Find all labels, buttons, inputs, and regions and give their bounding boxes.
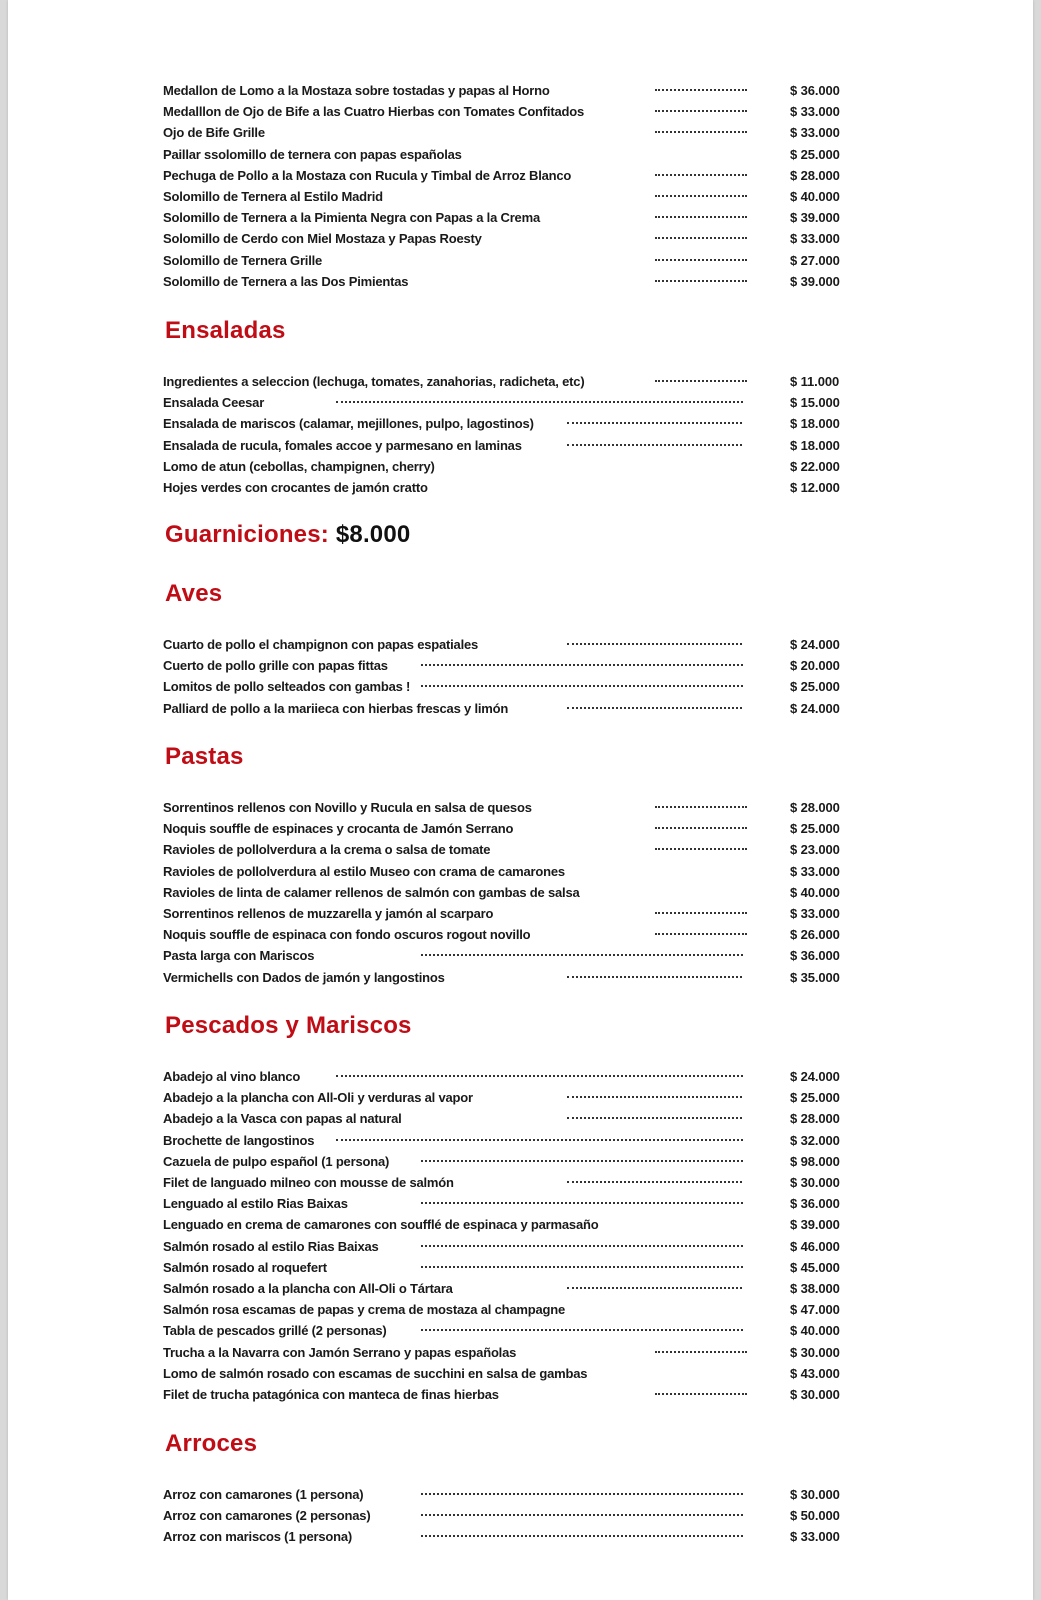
menu-item bbox=[163, 228, 863, 249]
heading-ensaladas: Ensaladas bbox=[165, 317, 286, 344]
heading-aves: Aves bbox=[165, 580, 223, 607]
menu-item-name: Pechuga de Pollo a la Mostaza con Rucula y Timbal de Arroz Blanco bbox=[163, 167, 572, 183]
dot-leader bbox=[655, 195, 747, 197]
menu-item-price: $ 36.000 bbox=[790, 1196, 840, 1212]
menu-item bbox=[163, 1384, 863, 1405]
menu-item bbox=[163, 1484, 863, 1505]
menu-item-name: Ravioles de pollolverdura al estilo Museo con crama de camarones bbox=[163, 863, 565, 879]
dot-leader bbox=[655, 280, 747, 282]
menu-item-price: $ 20.000 bbox=[790, 658, 840, 674]
dot-leader bbox=[567, 976, 742, 978]
menu-item-name: Noquis souffle de espinaca con fondo oscuros rogout novillo bbox=[163, 927, 531, 943]
dot-leader bbox=[655, 848, 747, 850]
menu-item-price: $ 30.000 bbox=[790, 1175, 840, 1190]
menu-item-price: $ 33.000 bbox=[790, 906, 840, 921]
menu-item-name: Lenguado al estilo Rias Baixas bbox=[163, 1196, 348, 1212]
menu-item-price: $ 39.000 bbox=[790, 210, 840, 226]
menu-item-name: Solomillo de Ternera a la Pimienta Negra con Papas a la Crema bbox=[163, 210, 540, 226]
menu-item-name: Solomillo de Ternera al Estilo Madrid bbox=[163, 189, 383, 204]
menu-item bbox=[163, 1130, 863, 1151]
menu-item-name: Cazuela de pulpo español (1 persona) bbox=[163, 1153, 390, 1169]
menu-item-name: Ensalada de rucula, fomales accoe y parmesano en laminas bbox=[163, 437, 522, 453]
menu-item bbox=[163, 1066, 863, 1087]
menu-item bbox=[163, 1172, 863, 1193]
menu-item bbox=[163, 456, 863, 477]
menu-item-name: Tabla de pescados grillé (2 personas) bbox=[163, 1323, 387, 1339]
menu-item-price: $ 43.000 bbox=[790, 1365, 840, 1381]
dot-leader bbox=[567, 1181, 742, 1183]
menu-item-name: Medallon de Lomo a la Mostaza sobre tostadas y papas al Horno bbox=[163, 83, 550, 98]
dot-leader bbox=[567, 444, 742, 446]
menu-item-price: $ 45.000 bbox=[790, 1259, 840, 1275]
menu-item-price: $ 30.000 bbox=[790, 1344, 840, 1360]
dot-leader bbox=[421, 1266, 743, 1268]
menu-item-name: Sorrentinos rellenos con Novillo y Rucula en salsa de quesos bbox=[163, 800, 532, 815]
dot-leader bbox=[421, 1535, 743, 1537]
menu-item bbox=[163, 165, 863, 186]
menu-item-name: Filet de languado milneo con mousse de salmón bbox=[163, 1175, 454, 1190]
menu-item bbox=[163, 101, 863, 122]
menu-item-price: $ 25.000 bbox=[790, 1090, 840, 1106]
menu-item-name: Cuerto de pollo grille con papas fittas bbox=[163, 658, 388, 674]
menu-item-price: $ 33.000 bbox=[790, 863, 840, 879]
menu-item bbox=[163, 250, 863, 271]
menu-item bbox=[163, 1526, 863, 1547]
menu-item-name: Solomillo de Ternera a las Dos Pimientas bbox=[163, 273, 409, 289]
menu-item-name: Salmón rosado al roquefert bbox=[163, 1259, 327, 1275]
dot-leader bbox=[336, 1139, 743, 1141]
menu-item bbox=[163, 1299, 863, 1320]
menu-item-name: Vermichells con Dados de jamón y langostinos bbox=[163, 969, 445, 985]
menu-item-price: $ 33.000 bbox=[790, 104, 840, 120]
dot-leader bbox=[421, 1493, 743, 1495]
menu-item bbox=[163, 1257, 863, 1278]
menu-item-price: $ 33.000 bbox=[790, 1529, 840, 1545]
menu-item-name: Lomo de salmón rosado con escamas de succhini en salsa de gambas bbox=[163, 1365, 588, 1381]
menu-item-price: $ 18.000 bbox=[790, 416, 840, 432]
dot-leader bbox=[421, 954, 743, 956]
menu-item-price: $ 40.000 bbox=[790, 884, 840, 900]
menu-item-name: Medalllon de Ojo de Bife a las Cuatro Hierbas con Tomates Confitados bbox=[163, 104, 585, 120]
menu-item-price: $ 36.000 bbox=[790, 83, 840, 98]
menu-item bbox=[163, 435, 863, 456]
menu-item-price: $ 38.000 bbox=[790, 1281, 840, 1296]
dot-leader bbox=[567, 1117, 742, 1119]
menu-item-price: $ 28.000 bbox=[790, 800, 840, 815]
dot-leader bbox=[655, 806, 747, 808]
dot-leader bbox=[655, 89, 747, 91]
menu-item bbox=[163, 1363, 863, 1384]
menu-item bbox=[163, 676, 863, 697]
menu-item bbox=[163, 1342, 863, 1363]
dot-leader bbox=[336, 1075, 743, 1077]
dot-leader bbox=[655, 1351, 747, 1353]
menu-item-name: Filet de trucha patagónica con manteca de finas hierbas bbox=[163, 1387, 499, 1402]
menu-item-name: Ingredientes a seleccion (lechuga, tomates, zanahorias, radicheta, etc) bbox=[163, 374, 585, 389]
menu-item bbox=[163, 1236, 863, 1257]
menu-item bbox=[163, 413, 863, 434]
dot-leader bbox=[655, 380, 747, 382]
dot-leader bbox=[421, 1245, 743, 1247]
dot-leader bbox=[655, 933, 747, 935]
menu-item-price: $ 46.000 bbox=[790, 1238, 840, 1254]
menu-item bbox=[163, 80, 863, 101]
menu-item-price: $ 33.000 bbox=[790, 125, 840, 141]
menu-item bbox=[163, 634, 863, 655]
menu-item bbox=[163, 967, 863, 988]
menu-item-price: $ 25.000 bbox=[790, 146, 840, 162]
menu-item-name: Sorrentinos rellenos de muzzarella y jamón al scarparo bbox=[163, 906, 494, 921]
dot-leader bbox=[655, 237, 747, 239]
menu-item-name: Trucha a la Navarra con Jamón Serrano y papas españolas bbox=[163, 1344, 517, 1360]
menu-item-price: $ 39.000 bbox=[790, 273, 840, 289]
menu-item-price: $ 39.000 bbox=[790, 1217, 840, 1233]
menu-item-price: $ 32.000 bbox=[790, 1132, 840, 1148]
dot-leader bbox=[655, 216, 747, 218]
dot-leader bbox=[421, 1202, 743, 1204]
dot-leader bbox=[336, 401, 743, 403]
dot-leader bbox=[655, 827, 747, 829]
menu-item-price: $ 35.000 bbox=[790, 969, 840, 985]
menu-item-name: Arroz con mariscos (1 persona) bbox=[163, 1529, 353, 1545]
menu-item-name: Cuarto de pollo el champignon con papas espatiales bbox=[163, 637, 479, 652]
menu-item bbox=[163, 903, 863, 924]
menu-item bbox=[163, 1193, 863, 1214]
dot-leader bbox=[655, 131, 747, 133]
menu-item bbox=[163, 945, 863, 966]
menu-item-price: $ 30.000 bbox=[790, 1487, 840, 1502]
menu-item-name: Palliard de pollo a la mariieca con hierbas frescas y limón bbox=[163, 700, 509, 716]
menu-item bbox=[163, 207, 863, 228]
dot-leader bbox=[421, 1329, 743, 1331]
menu-item bbox=[163, 655, 863, 676]
heading-pescados: Pescados y Mariscos bbox=[165, 1012, 412, 1039]
dot-leader bbox=[421, 664, 743, 666]
menu-item-name: Abadejo al vino blanco bbox=[163, 1069, 301, 1084]
menu-item-name: Abadejo a la plancha con All-Oli y verduras al vapor bbox=[163, 1090, 473, 1106]
dot-leader bbox=[655, 174, 747, 176]
menu-item-name: Ravioles de linta de calamer rellenos de salmón con gambas de salsa bbox=[163, 884, 580, 900]
menu-item bbox=[163, 1087, 863, 1108]
menu-item-price: $ 36.000 bbox=[790, 948, 840, 964]
menu-item-price: $ 40.000 bbox=[790, 189, 840, 204]
menu-item-name: Lenguado en crema de camarones con soufflé de espinaca y parmasaño bbox=[163, 1217, 599, 1233]
guarniciones-price: $8.000 bbox=[335, 521, 411, 548]
menu-item-name: Brochette de langostinos bbox=[163, 1132, 315, 1148]
menu-item bbox=[163, 924, 863, 945]
menu-item bbox=[163, 1108, 863, 1129]
menu-item-name: Noquis souffle de espinaces y crocanta de Jamón Serrano bbox=[163, 821, 514, 837]
menu-item bbox=[163, 1278, 863, 1299]
menu-item bbox=[163, 186, 863, 207]
dot-leader bbox=[567, 643, 742, 645]
menu-item bbox=[163, 144, 863, 165]
menu-item bbox=[163, 1151, 863, 1172]
menu-item bbox=[163, 839, 863, 860]
menu-item-price: $ 40.000 bbox=[790, 1323, 840, 1339]
menu-item bbox=[163, 371, 863, 392]
menu-item-name: Salmón rosa escamas de papas y crema de mostaza al champagne bbox=[163, 1302, 566, 1318]
menu-item-price: $ 23.000 bbox=[790, 842, 840, 858]
menu-item bbox=[163, 698, 863, 719]
menu-item-price: $ 12.000 bbox=[790, 480, 840, 495]
dot-leader bbox=[655, 259, 747, 261]
menu-item-price: $ 98.000 bbox=[790, 1153, 840, 1169]
menu-item-name: Ensalada Ceesar bbox=[163, 395, 265, 411]
menu-item-name: Pasta larga con Mariscos bbox=[163, 948, 315, 964]
menu-item-price: $ 28.000 bbox=[790, 1111, 840, 1127]
menu-item bbox=[163, 1214, 863, 1235]
guarniciones-title: Guarniciones: bbox=[165, 521, 329, 548]
dot-leader bbox=[421, 685, 743, 687]
menu-item-name: Abadejo a la Vasca con papas al natural bbox=[163, 1111, 402, 1127]
menu-item-name: Arroz con camarones (1 persona) bbox=[163, 1487, 364, 1502]
menu-item-name: Ensalada de mariscos (calamar, mejillones, pulpo, lagostinos) bbox=[163, 416, 534, 432]
menu-item-price: $ 50.000 bbox=[790, 1508, 840, 1524]
menu-item-name: Hojes verdes con crocantes de jamón cratto bbox=[163, 480, 428, 495]
dot-leader bbox=[421, 1160, 743, 1162]
menu-item-name: Ravioles de pollolverdura a la crema o salsa de tomate bbox=[163, 842, 491, 858]
dot-leader bbox=[655, 912, 747, 914]
heading-pastas: Pastas bbox=[165, 743, 244, 770]
menu-item-name: Lomo de atun (cebollas, champignen, cherry) bbox=[163, 458, 435, 474]
menu-item-price: $ 33.000 bbox=[790, 231, 840, 247]
menu-item-price: $ 26.000 bbox=[790, 927, 840, 943]
menu-item bbox=[163, 1320, 863, 1341]
menu-item-price: $ 15.000 bbox=[790, 395, 840, 411]
menu-item bbox=[163, 861, 863, 882]
dot-leader bbox=[421, 1514, 743, 1516]
menu-item-name: Paillar ssolomillo de ternera con papas españolas bbox=[163, 146, 462, 162]
menu-item-price: $ 24.000 bbox=[790, 1069, 840, 1084]
menu-item-price: $ 27.000 bbox=[790, 252, 840, 268]
menu-item bbox=[163, 818, 863, 839]
menu-item-price: $ 24.000 bbox=[790, 700, 840, 716]
menu-item-name: Lomitos de pollo selteados con gambas ! bbox=[163, 679, 411, 695]
dot-leader bbox=[655, 110, 747, 112]
menu-item bbox=[163, 882, 863, 903]
menu-item-price: $ 25.000 bbox=[790, 679, 840, 695]
menu-item bbox=[163, 477, 863, 498]
menu-item-price: $ 30.000 bbox=[790, 1387, 840, 1402]
menu-item-price: $ 24.000 bbox=[790, 637, 840, 652]
menu-item-name: Solomillo de Ternera Grille bbox=[163, 252, 323, 268]
dot-leader bbox=[567, 1287, 742, 1289]
menu-item-price: $ 11.000 bbox=[790, 374, 840, 389]
menu-item-price: $ 22.000 bbox=[790, 458, 840, 474]
menu-item-name: Salmón rosado a la plancha con All-Oli o Tártara bbox=[163, 1281, 453, 1296]
menu-item bbox=[163, 271, 863, 292]
heading-arroces: Arroces bbox=[165, 1430, 258, 1457]
menu-item-name: Arroz con camarones (2 personas) bbox=[163, 1508, 371, 1524]
menu-item-price: $ 28.000 bbox=[790, 167, 840, 183]
menu-item bbox=[163, 1505, 863, 1526]
menu-item-price: $ 18.000 bbox=[790, 437, 840, 453]
menu-item-name: Solomillo de Cerdo con Miel Mostaza y Papas Roesty bbox=[163, 231, 482, 247]
dot-leader bbox=[655, 1393, 747, 1395]
heading-guarniciones bbox=[165, 521, 410, 549]
dot-leader bbox=[567, 422, 742, 424]
menu-item bbox=[163, 797, 863, 818]
menu-page bbox=[8, 0, 1033, 1600]
menu-item bbox=[163, 392, 863, 413]
dot-leader bbox=[567, 1096, 742, 1098]
dot-leader bbox=[567, 707, 742, 709]
menu-item-price: $ 25.000 bbox=[790, 821, 840, 837]
menu-item bbox=[163, 122, 863, 143]
menu-item-name: Ojo de Bife Grille bbox=[163, 125, 265, 141]
menu-item-price: $ 47.000 bbox=[790, 1302, 840, 1318]
menu-item-name: Salmón rosado al estilo Rias Baixas bbox=[163, 1238, 379, 1254]
